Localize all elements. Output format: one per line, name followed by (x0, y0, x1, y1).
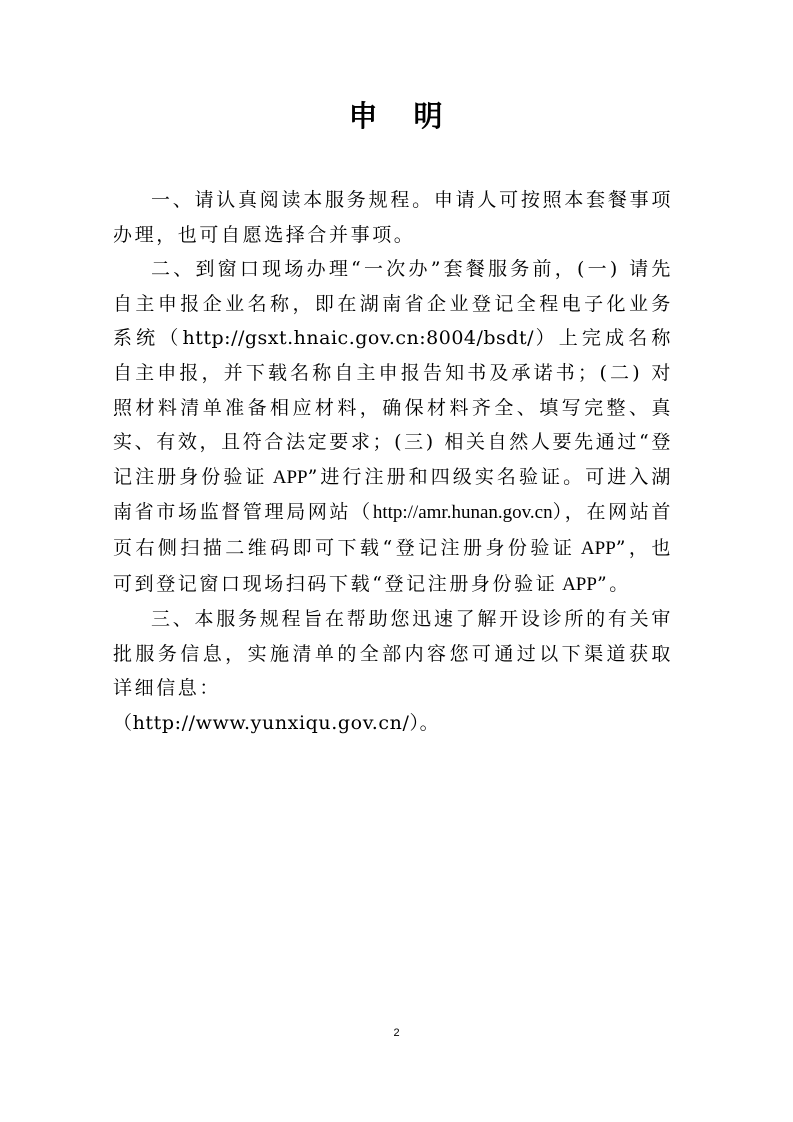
paragraph-2-part-c: ”进行注册和四级实名验证。可进入湖南省市场监督管理局网站（ (113, 465, 674, 524)
paragraph-3: 三、本服务规程旨在帮助您迅速了解开设诊所的有关审批服务信息，实施清单的全部内容您可通过以下渠道获取详细信息： (113, 608, 673, 700)
paragraph-2-part-f: ”。 (596, 572, 631, 595)
system-url-link[interactable]: http://gsxt.hnaic.gov.cn:8004/bsdt/ (182, 327, 535, 350)
app-name-1: APP (267, 466, 308, 488)
app-name-2: APP (575, 537, 616, 559)
title-char-2: 明 (413, 99, 445, 133)
paragraph-1: 一、请认真阅读本服务规程。申请人可按照本套餐事项办理，也可自愿选择合并事项。 (113, 189, 673, 246)
paragraph-2-part-b: ）上完成名称自主申报，并下载名称自主申报告知书及承诺书；(二) 对照材料清单准备相应材料，确保材料齐全、填写完整、真实、有效，且符合法定要求；(三) 相关自然人要先通过“登记注册身份验证 (113, 327, 673, 488)
document-body (113, 183, 673, 741)
title-char-1: 申 (348, 99, 380, 133)
page-title (0, 96, 793, 136)
paragraph-2 (113, 252, 673, 602)
website-url-link[interactable]: http://amr.hunan.gov.cn (372, 502, 553, 524)
page-number: 2 (393, 1027, 400, 1039)
paragraph-2-part-d: ），在网站首页右侧扫描二维码即可下载“登记注册身份验证 (113, 501, 673, 559)
info-url-link[interactable]: （http://www.yunxiqu.gov.cn/）。 (113, 711, 440, 734)
paragraph-2-part-a: 二、到窗口现场办理“一次办”套餐服务前，(一) 请先自主申报企业名称，即在湖南省企业登记全程电子化业务系统（ (113, 258, 673, 350)
paragraph-2-part-e: ”，也可到登记窗口现场扫码下载“登记注册身份验证 (113, 536, 673, 595)
app-name-3: APP (557, 573, 597, 595)
